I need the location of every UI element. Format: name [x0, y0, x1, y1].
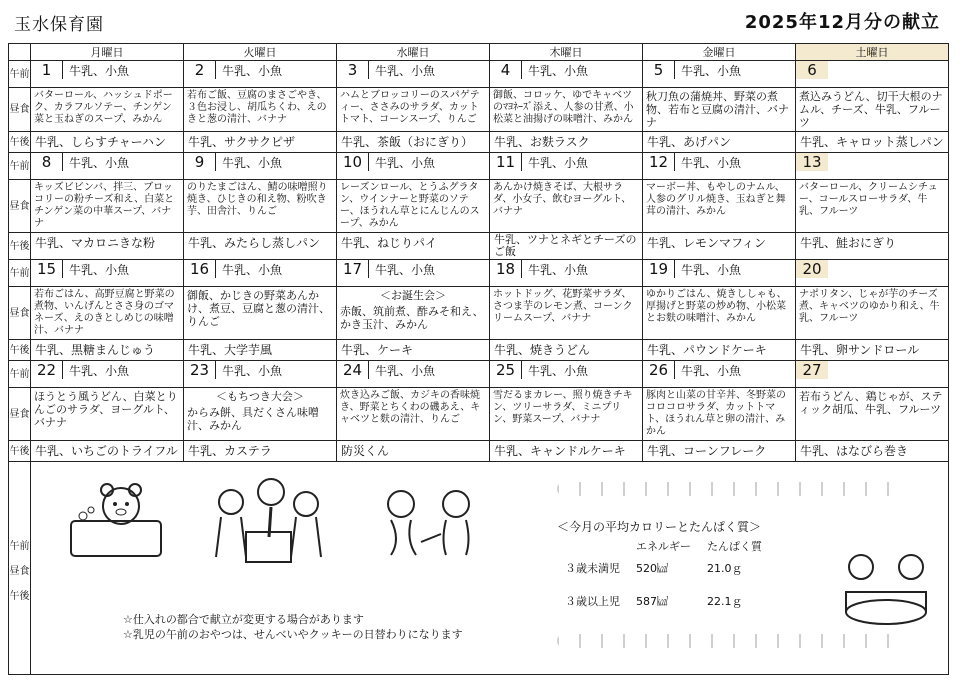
afternoon-snack: 牛乳、はなびら巻き — [800, 444, 909, 458]
age-group: ３歳以上児 — [565, 595, 620, 608]
afternoon-cell — [337, 441, 490, 462]
morning-cell — [643, 260, 796, 287]
morning-cell — [337, 153, 490, 180]
afternoon-cell — [337, 233, 490, 260]
day-number: 16 — [184, 260, 216, 278]
day-number: 10 — [337, 153, 369, 171]
weekday-header: 水曜日 — [337, 44, 490, 61]
morning-cell — [184, 153, 337, 180]
row-label-lunch: 昼食 — [9, 180, 31, 233]
row-label-snack: 午後 — [9, 233, 31, 260]
lunch-cell — [796, 388, 949, 441]
morning-snack: 牛乳、小魚 — [375, 63, 436, 78]
lunch-menu: あんかけ焼きそば、大根サラダ、小女子、飲むヨーグルト、バナナ — [493, 182, 632, 217]
day-number: 20 — [796, 260, 828, 278]
day-number: 13 — [796, 153, 828, 171]
morning-cell — [490, 153, 643, 180]
lunch-menu: ナポリタン、じゃが芋のチーズ煮、キャベツのゆかり和え、牛乳、フルーツ — [799, 289, 940, 324]
event-label: ＜もちつき大会＞ — [216, 390, 304, 403]
afternoon-cell — [31, 340, 184, 361]
calorie-box — [557, 518, 770, 612]
age-group: ３歳未満児 — [565, 562, 620, 575]
afternoon-cell — [490, 340, 643, 361]
note-line: ☆仕入れの都合で献立が変更する場合があります — [123, 613, 364, 626]
row-label-snack: 午後 — [9, 441, 31, 462]
morning-cell — [337, 61, 490, 88]
nursery-name: 玉水保育園 — [14, 15, 104, 35]
morning-cell — [796, 153, 949, 180]
morning-snack: 牛乳、小魚 — [528, 155, 589, 170]
morning-cell — [31, 260, 184, 287]
afternoon-cell — [643, 132, 796, 153]
row-label-snack: 午後 — [9, 340, 31, 361]
week-row-morning — [9, 61, 949, 88]
afternoon-cell — [490, 233, 643, 260]
weekday-header-saturday: 土曜日 — [796, 44, 949, 61]
morning-cell — [490, 361, 643, 388]
protein-value: 21.0ｇ — [707, 562, 743, 575]
afternoon-snack: 牛乳、ねじりパイ — [341, 236, 438, 250]
lunch-menu: 御飯、コロッケ、ゆでキャベツのﾏﾖﾈｰｽﾞ添え、人参の甘煮、小松菜と油揚げの味噌汁、みかん — [493, 90, 634, 125]
notes — [123, 612, 463, 642]
morning-snack: 牛乳、小魚 — [222, 262, 283, 277]
weekday-header: 金曜日 — [643, 44, 796, 61]
morning-cell — [184, 260, 337, 287]
week-row-morning — [9, 260, 949, 287]
protein-value: 22.1ｇ — [707, 595, 743, 608]
lunch-menu: 若布ご飯、豆腐のまさごやき、３色お浸し、胡瓜ちくわ、えのきと葱の清汁、バナナ — [187, 90, 327, 125]
morning-cell — [796, 260, 949, 287]
lunch-menu: 雪だるまカレー、照り焼きチキン、ツリーサラダ、ミニプリン、野菜スープ、バナナ — [493, 390, 633, 425]
afternoon-snack: 牛乳、ツナとネギとチーズのご飯 — [494, 233, 637, 258]
morning-snack: 牛乳、小魚 — [69, 262, 130, 277]
lunch-cell — [796, 287, 949, 340]
afternoon-cell — [796, 340, 949, 361]
children-mochi-illustration — [201, 472, 331, 572]
week-row-snack — [9, 132, 949, 153]
lunch-cell — [31, 287, 184, 340]
afternoon-snack: 牛乳、サクサクピザ — [188, 135, 296, 149]
afternoon-snack: 牛乳、卵サンドロール — [800, 343, 920, 357]
afternoon-cell — [184, 340, 337, 361]
lunch-cell — [337, 287, 490, 340]
week-row-lunch — [9, 88, 949, 132]
morning-cell — [31, 361, 184, 388]
christmas-cake-illustration — [831, 542, 941, 632]
morning-cell — [643, 361, 796, 388]
morning-cell — [184, 361, 337, 388]
note-line: ☆乳児の午前のおやつは、せんべいやクッキーの日替わりになります — [123, 628, 463, 641]
morning-snack: 牛乳、小魚 — [69, 363, 130, 378]
afternoon-snack: 牛乳、鮭おにぎり — [800, 236, 897, 250]
lunch-menu: のりたまごはん、鯖の味噌照り焼き、ひじきの和え物、粉吹き芋、田舎汁、りんご — [187, 182, 328, 217]
afternoon-snack: 牛乳、キャロット蒸しパン — [800, 135, 944, 149]
morning-cell — [796, 61, 949, 88]
morning-snack: 牛乳、小魚 — [375, 363, 436, 378]
afternoon-snack: 牛乳、お麩ラスク — [494, 135, 590, 149]
afternoon-cell — [31, 233, 184, 260]
row-label-morning: 午前 — [9, 260, 31, 287]
morning-cell — [31, 61, 184, 88]
row-label-morning: 午前 — [9, 361, 31, 388]
day-number: 22 — [31, 361, 63, 379]
lunch-cell — [31, 388, 184, 441]
morning-cell — [184, 61, 337, 88]
day-number: 2 — [184, 61, 216, 79]
day-number: 8 — [31, 153, 63, 171]
morning-snack: 牛乳、小魚 — [528, 363, 589, 378]
row-label-morning: 午前 — [9, 153, 31, 180]
kids-playing-illustration — [366, 482, 496, 562]
calorie-title: ＜今月の平均カロリーとたんぱく質＞ — [557, 520, 762, 534]
morning-cell — [337, 260, 490, 287]
lunch-cell — [31, 180, 184, 233]
morning-snack: 牛乳、小魚 — [69, 63, 130, 78]
lunch-cell — [643, 388, 796, 441]
afternoon-snack: 牛乳、黒糖まんじゅう — [35, 343, 156, 357]
lunch-menu: ハムとブロッコリーのスパゲティー、ささみのサラダ、カットトマト、コーンスープ、りんご — [340, 90, 480, 125]
afternoon-cell — [796, 233, 949, 260]
afternoon-cell — [643, 340, 796, 361]
row-label-blank — [9, 462, 31, 675]
menu-month-title: 2025年12月分の献立 — [744, 12, 940, 33]
week-row-lunch — [9, 287, 949, 340]
energy-value: 587㎉ — [636, 595, 668, 608]
lunch-menu: ホットドッグ、花野菜サラダ、さつま芋のレモン煮、コーンクリームスープ、バナナ — [493, 289, 633, 324]
lunch-menu: 若布ごはん、高野豆腐と野菜の煮物、いんげんとささ身のゴマネーズ、えのきとしめじの味噌汁、バナナ — [34, 289, 175, 336]
day-number: 11 — [490, 153, 522, 171]
morning-cell — [643, 61, 796, 88]
morning-snack: 牛乳、小魚 — [681, 63, 742, 78]
afternoon-snack: 牛乳、マカロニきな粉 — [35, 236, 156, 250]
day-number: 24 — [337, 361, 369, 379]
energy-value: 520㎉ — [636, 562, 668, 575]
afternoon-snack: 牛乳、あげパン — [647, 135, 732, 149]
lunch-menu: 赤飯、筑前煮、酢みそ和え、かき玉汁、みかん — [340, 305, 484, 331]
morning-snack: 牛乳、小魚 — [69, 155, 130, 170]
afternoon-snack: 牛乳、キャンドルケーキ — [494, 444, 626, 458]
row-label-lunch: 昼食 — [9, 388, 31, 441]
week-row-snack — [9, 233, 949, 260]
afternoon-cell — [337, 340, 490, 361]
lunch-menu: からみ餅、具だくさん味噌汁、みかん — [187, 406, 319, 432]
day-number: 12 — [643, 153, 675, 171]
lunch-cell — [337, 180, 490, 233]
lunch-cell — [796, 88, 949, 132]
day-number: 3 — [337, 61, 369, 79]
morning-snack: 牛乳、小魚 — [528, 63, 589, 78]
afternoon-cell — [643, 441, 796, 462]
afternoon-snack: 牛乳、焼きうどん — [494, 343, 591, 357]
lunch-menu: 秋刀魚の蒲焼丼、野菜の煮物、若布と豆腐の清汁、バナナ — [646, 90, 789, 129]
calorie-table — [557, 535, 770, 612]
row-label-lunch: 昼食 — [9, 287, 31, 340]
bear-bath-illustration — [61, 476, 171, 566]
afternoon-snack: 牛乳、カステラ — [188, 444, 272, 458]
christmas-garland — [557, 482, 907, 496]
corner-cell — [9, 44, 31, 61]
afternoon-cell — [796, 441, 949, 462]
lunch-cell — [184, 287, 337, 340]
lunch-cell — [796, 180, 949, 233]
afternoon-snack: 牛乳、レモンマフィン — [647, 236, 767, 250]
row-label-snack: 午後 — [9, 132, 31, 153]
afternoon-cell — [31, 441, 184, 462]
day-number: 23 — [184, 361, 216, 379]
row-label-morning: 午前 — [9, 61, 31, 88]
lunch-cell — [184, 388, 337, 441]
afternoon-cell — [337, 132, 490, 153]
afternoon-cell — [490, 441, 643, 462]
weekday-header: 月曜日 — [31, 44, 184, 61]
weekday-header: 木曜日 — [490, 44, 643, 61]
morning-snack: 牛乳、小魚 — [681, 155, 742, 170]
afternoon-snack: 牛乳、大学芋風 — [188, 343, 273, 357]
afternoon-snack: 牛乳、茶飯（おにぎり） — [341, 135, 474, 149]
lunch-menu: 煮込みうどん、切干大根のナムル、チーズ、牛乳、フルーツ — [799, 90, 943, 129]
lunch-menu: 炊き込みご飯、カジキの香味焼き、野菜とちくわの磯あえ、キャベツと麩の清汁、りんご — [340, 390, 481, 425]
lunch-cell — [643, 88, 796, 132]
day-number: 1 — [31, 61, 63, 79]
morning-snack: 牛乳、小魚 — [222, 155, 283, 170]
morning-snack: 牛乳、小魚 — [528, 262, 589, 277]
day-number: 25 — [490, 361, 522, 379]
lunch-menu: バターロール、クリームシチュー、コールスローサラダ、牛乳、フルーツ — [799, 182, 938, 217]
afternoon-cell — [796, 132, 949, 153]
afternoon-snack: 牛乳、コーンフレーク — [647, 444, 767, 458]
morning-snack: 牛乳、小魚 — [375, 262, 436, 277]
row-label-lunch: 昼食 — [9, 565, 30, 577]
footer-area — [31, 462, 949, 675]
day-number: 26 — [643, 361, 675, 379]
morning-cell — [337, 361, 490, 388]
afternoon-snack: 牛乳、パウンドケーキ — [647, 343, 767, 357]
lunch-menu: ほうとう風うどん、白菜とりんごのサラダ、ヨーグルト、バナナ — [34, 390, 178, 429]
morning-snack: 牛乳、小魚 — [222, 363, 283, 378]
lunch-menu: バターロール、ハッシュドポーク、カラフルソテー、チンゲン菜と玉ねぎのスープ、みかん — [34, 90, 173, 125]
lunch-cell — [184, 88, 337, 132]
menu-table — [8, 43, 949, 675]
event-label: ＜お誕生会＞ — [380, 289, 446, 302]
day-number: 17 — [337, 260, 369, 278]
col-energy: エネルギー — [636, 540, 691, 553]
col-protein: たんぱく質 — [707, 540, 762, 553]
lunch-cell — [643, 180, 796, 233]
day-number: 15 — [31, 260, 63, 278]
week-row-snack — [9, 340, 949, 361]
day-number: 4 — [490, 61, 522, 79]
lunch-menu: レーズンロール、とうふグラタン、ウインナーと野菜のソテー、ほうれん草とにんじんのスープ、みかん — [340, 182, 480, 229]
lunch-cell — [337, 88, 490, 132]
morning-cell — [643, 153, 796, 180]
day-number: 18 — [490, 260, 522, 278]
afternoon-cell — [490, 132, 643, 153]
lunch-menu: キッズビビンバ、拌三、ブロッコリーの粉チーズ和え、白菜とチンゲン菜の中華スープ、バナナ — [34, 182, 175, 229]
day-number: 27 — [796, 361, 828, 379]
row-label-lunch: 昼食 — [9, 88, 31, 132]
lunch-menu: 若布うどん、鶏じゃが、スティック胡瓜、牛乳、フルーツ — [799, 390, 943, 416]
morning-snack: 牛乳、小魚 — [681, 363, 742, 378]
morning-snack: 牛乳、小魚 — [222, 63, 283, 78]
row-label-snack: 午後 — [9, 590, 30, 602]
weekday-header: 火曜日 — [184, 44, 337, 61]
week-row-lunch — [9, 388, 949, 441]
day-number: 5 — [643, 61, 675, 79]
morning-snack: 牛乳、小魚 — [375, 155, 436, 170]
lunch-cell — [31, 88, 184, 132]
week-row-snack — [9, 441, 949, 462]
morning-cell — [490, 260, 643, 287]
lunch-cell — [643, 287, 796, 340]
afternoon-cell — [31, 132, 184, 153]
afternoon-cell — [184, 132, 337, 153]
lunch-cell — [490, 287, 643, 340]
lunch-cell — [490, 88, 643, 132]
morning-cell — [796, 361, 949, 388]
row-label-morning: 午前 — [9, 540, 30, 552]
afternoon-snack: 牛乳、みたらし蒸しパン — [188, 236, 321, 250]
week-row-morning — [9, 153, 949, 180]
christmas-garland — [557, 634, 907, 648]
afternoon-snack: 牛乳、ケーキ — [341, 343, 414, 357]
week-row-morning — [9, 361, 949, 388]
day-number: 6 — [796, 61, 828, 79]
day-number: 19 — [643, 260, 675, 278]
lunch-cell — [337, 388, 490, 441]
morning-snack: 牛乳、小魚 — [681, 262, 742, 277]
week-row-lunch — [9, 180, 949, 233]
afternoon-cell — [184, 441, 337, 462]
morning-cell — [31, 153, 184, 180]
morning-cell — [490, 61, 643, 88]
lunch-cell — [490, 180, 643, 233]
day-number: 9 — [184, 153, 216, 171]
afternoon-snack: 防災くん — [341, 444, 390, 458]
lunch-menu: 豚肉と山菜の甘辛丼、冬野菜のコロコロサラダ、カットトマト、ほうれん草と卵の清汁、みかん — [646, 390, 786, 437]
afternoon-snack: 牛乳、しらすチャーハン — [35, 135, 167, 149]
lunch-cell — [184, 180, 337, 233]
lunch-menu: ゆかりごはん、焼きししゃも、厚揚げと野菜の炒め物、小松菜とお麩の味噌汁、みかん — [646, 289, 787, 324]
lunch-menu: 御飯、かじきの野菜あんかけ、煮豆、豆腐と葱の清汁、りんご — [187, 289, 330, 328]
afternoon-cell — [643, 233, 796, 260]
lunch-menu: マーボー丼、もやしのナムル、人参のグリル焼き、玉ねぎと舞茸の清汁、みかん — [646, 182, 786, 217]
afternoon-cell — [184, 233, 337, 260]
lunch-cell — [490, 388, 643, 441]
afternoon-snack: 牛乳、いちごのトライフル — [35, 444, 178, 458]
